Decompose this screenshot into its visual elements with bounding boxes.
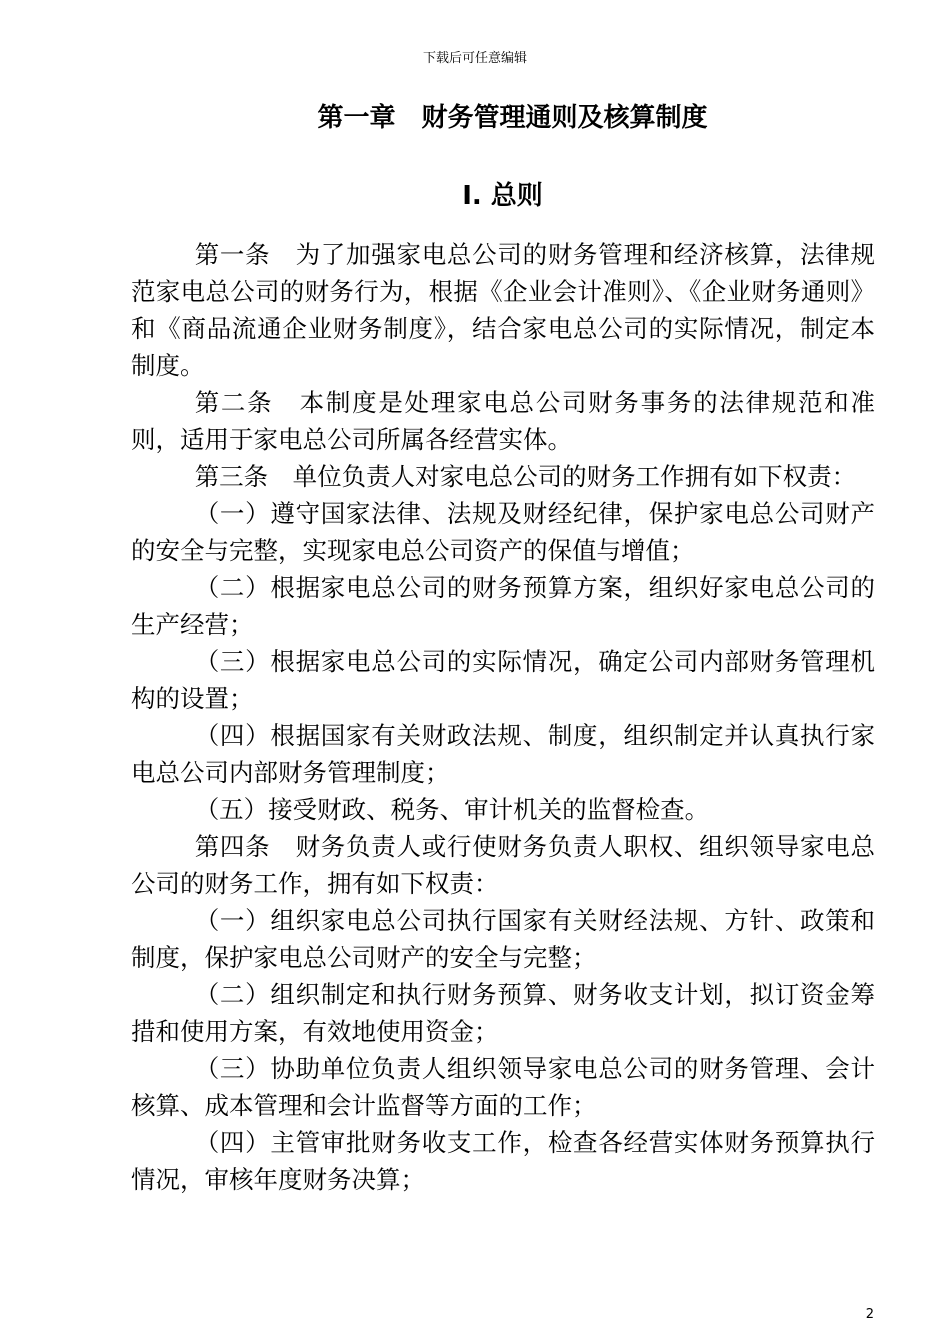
document-body [131, 236, 875, 1198]
paragraph-article-3-item-2: （二）根据家电总公司的财务预算方案，组织好家电总公司的生产经营； [131, 573, 875, 639]
paragraph-article-4-item-3: （三）协助单位负责人组织领导家电总公司的财务管理、会计核算、成本管理和会计监督等方面的工作； [131, 1054, 875, 1120]
paragraph-article-4-item-4: （四）主管审批财务收支工作，检查各经营实体财务预算执行情况，审核年度财务决算； [131, 1128, 875, 1194]
paragraph-article-3-item-1: （一）遵守国家法律、法规及财经纪律，保护家电总公司财产的安全与完整，实现家电总公司资产的保值与增值； [131, 499, 875, 565]
paragraph-article-1: 第一条 为了加强家电总公司的财务管理和经济核算，法律规范家电总公司的财务行为，根据《企业会计准则》、《企业财务通则》和《商品流通企业财务制度》，结合家电总公司的实际情况，制定本制度。 [131, 240, 875, 380]
section-title: Ⅰ. 总则 [462, 181, 543, 211]
paragraph-article-4-item-1: （一）组织家电总公司执行国家有关财经法规、方针、政策和制度，保护家电总公司财产的安全与完整； [131, 906, 875, 972]
header-note: 下载后可任意编辑 [422, 51, 527, 66]
paragraph-article-4-item-2: （二）组织制定和执行财务预算、财务收支计划，拟订资金筹措和使用方案，有效地使用资金； [131, 980, 875, 1046]
chapter-title: 第一章 财务管理通则及核算制度 [317, 103, 708, 133]
paragraph-article-2: 第二条 本制度是处理家电总公司财务事务的法律规范和准则，适用于家电总公司所属各经营实体。 [131, 388, 875, 454]
paragraph-article-3-item-4: （四）根据国家有关财政法规、制度，组织制定并认真执行家电总公司内部财务管理制度； [131, 721, 875, 787]
paragraph-article-3-item-5: （五）接受财政、税务、审计机关的监督检查。 [194, 795, 710, 824]
page-number: 2 [865, 1307, 874, 1322]
paragraph-article-3-item-3: （三）根据家电总公司的实际情况，确定公司内部财务管理机构的设置； [131, 647, 875, 713]
paragraph-article-3: 第三条 单位负责人对家电总公司的财务工作拥有如下权责： [194, 462, 857, 491]
paragraph-article-4: 第四条 财务负责人或行使财务负责人职权、组织领导家电总公司的财务工作，拥有如下权责： [131, 832, 875, 898]
